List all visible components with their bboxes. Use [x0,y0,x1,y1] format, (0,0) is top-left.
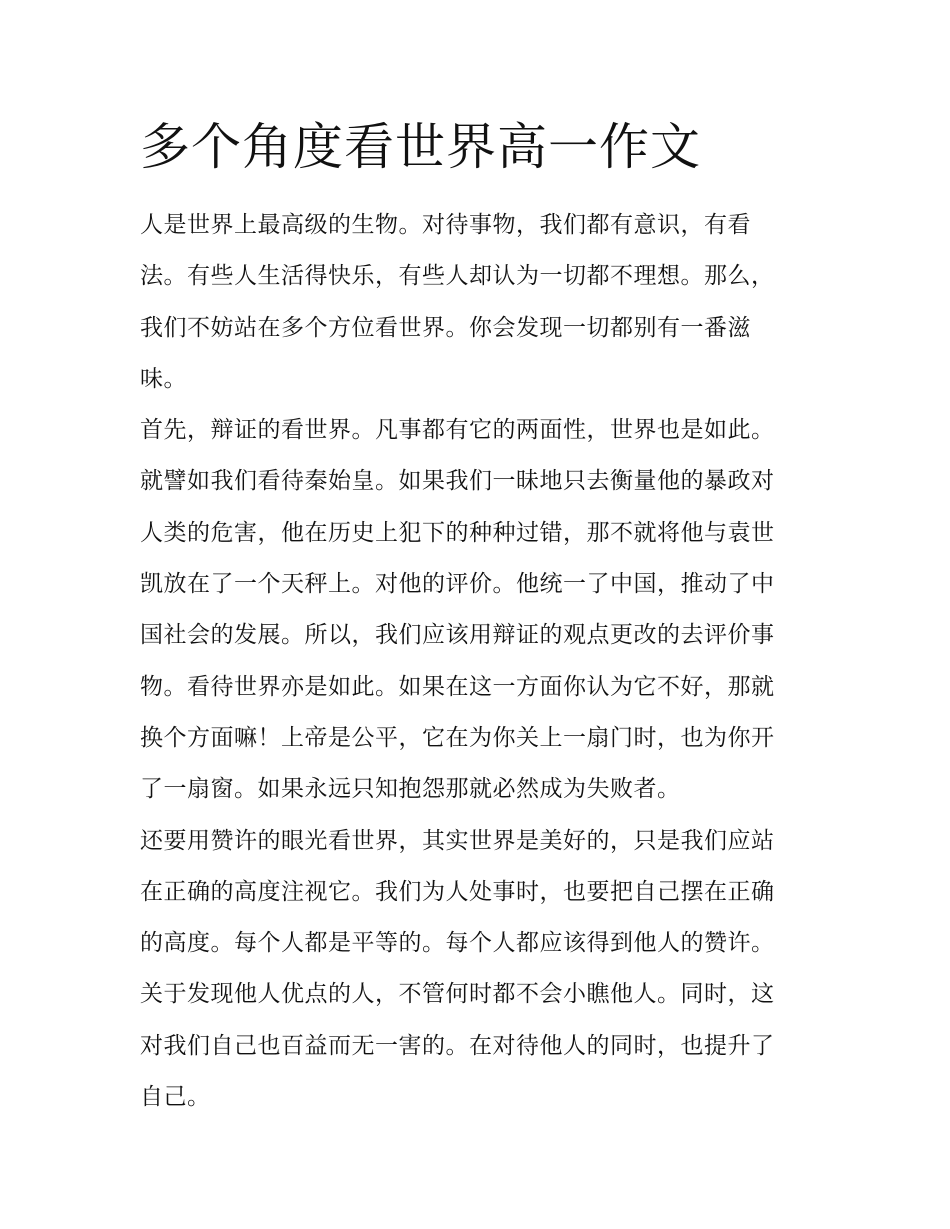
paragraph-line: 在正确的高度注视它。我们为人处事时，也要把自己摆在正确 [140,878,775,905]
paragraph-line: 换个方面嘛！上帝是公平，它在为你关上一扇门时，也为你开 [140,724,775,751]
paragraph-line: 凯放在了一个天秤上。对他的评价。他统一了中国，推动了中 [140,571,775,598]
paragraph-2 [140,405,812,815]
paragraph-3 [140,816,812,1124]
paragraph-line: 首先，辩证的看世界。凡事都有它的两面性，世界也是如此。 [140,417,775,444]
paragraph-line: 物。看待世界亦是如此。如果在这一方面你认为它不好，那就 [140,673,775,700]
paragraph-line: 还要用赞许的眼光看世界，其实世界是美好的，只是我们应站 [140,827,775,854]
paragraph-line: 国社会的发展。所以，我们应该用辩证的观点更改的去评价事 [140,622,775,649]
paragraph-line: 人类的危害，他在历史上犯下的种种过错，那不就将他与袁世 [140,519,775,546]
paragraph-1 [140,200,812,405]
paragraph-line: 自己。 [140,1084,211,1111]
document-title: 多个角度看世界高一作文 [140,118,701,176]
paragraph-line: 法。有些人生活得快乐，有些人却认为一切都不理想。那么， [140,263,775,290]
paragraph-line: 的高度。每个人都是平等的。每个人都应该得到他人的赞许。 [140,930,775,957]
paragraph-line: 就譬如我们看待秦始皇。如果我们一昧地只去衡量他的暴政对 [140,468,775,495]
paragraph-line: 人是世界上最高级的生物。对待事物，我们都有意识，有看 [140,212,751,238]
paragraph-line: 我们不妨站在多个方位看世界。你会发现一切都别有一番滋 [140,314,751,341]
paragraph-line: 对我们自己也百益而无一害的。在对待他人的同时，也提升了 [140,1032,775,1059]
paragraph-line: 关于发现他人优点的人，不管何时都不会小瞧他人。同时，这 [140,981,775,1008]
paragraph-line: 了一扇窗。如果永远只知抱怨那就必然成为失败者。 [140,776,681,803]
document-page [140,112,812,1123]
paragraph-line: 味。 [140,365,187,392]
